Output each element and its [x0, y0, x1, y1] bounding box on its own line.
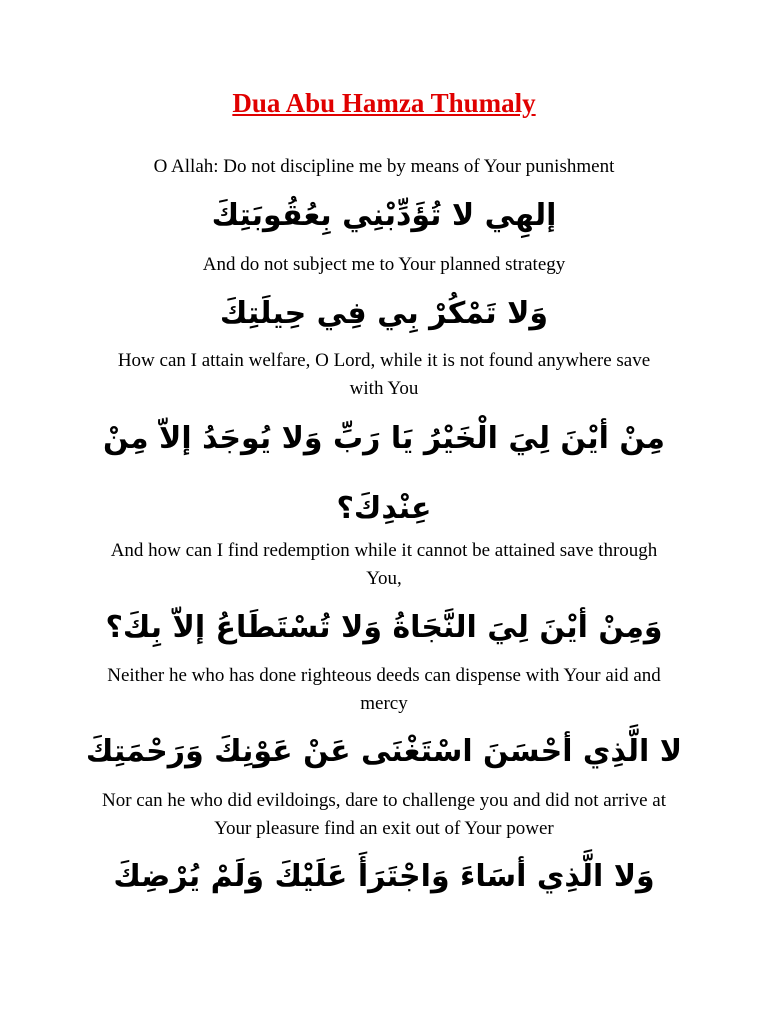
verse-4-arabic: وَمِنْ أيْنَ لِيَ النَّجَاةُ وَلا تُسْتَطَاعُ إلاّ بِكَ؟ — [105, 610, 663, 645]
verse-3-arabic: مِنْ أيْنَ لِيَ الْخَيْرُ يَا رَبِّ وَلا يُوجَدُ إلاّ مِنْ عِنْدِكَ؟ — [103, 421, 665, 526]
verse-2-arabic: وَلا تَمْكُرْ بِي فِي حِيلَتِكَ — [219, 296, 549, 331]
verse-5-arabic: لا الَّذِي أحْسَنَ اسْتَغْنَى عَنْ عَوْنِكَ وَرَحْمَتِكَ — [85, 734, 683, 769]
verse-5-english: Neither he who has done righteous deeds can dispense with Your aid and mercy — [107, 665, 661, 714]
verse-6-english: Nor can he who did evildoings, dare to challenge you and did not arrive at Your pleasure find an exit out of Your power — [101, 790, 667, 839]
document-title: Dua Abu Hamza Thumaly — [232, 88, 536, 118]
verse-6-arabic: وَلا الَّذِي أسَاءَ وَاجْتَرَأَ عَلَيْكَ وَلَمْ يُرْضِكَ — [113, 859, 655, 894]
verse-2-english: And do not subject me to Your planned strategy — [202, 254, 566, 275]
verse-1-arabic: إلهِي لا تُؤَدِّبْنِي بِعُقُوبَتِكَ — [211, 198, 557, 233]
verse-4-english: And how can I find redemption while it cannot be attained save through You, — [110, 540, 658, 589]
verse-3-english: How can I attain welfare, O Lord, while it is not found anywhere save with You — [117, 350, 651, 399]
verse-1-english: O Allah: Do not discipline me by means of Your punishment — [153, 156, 615, 177]
